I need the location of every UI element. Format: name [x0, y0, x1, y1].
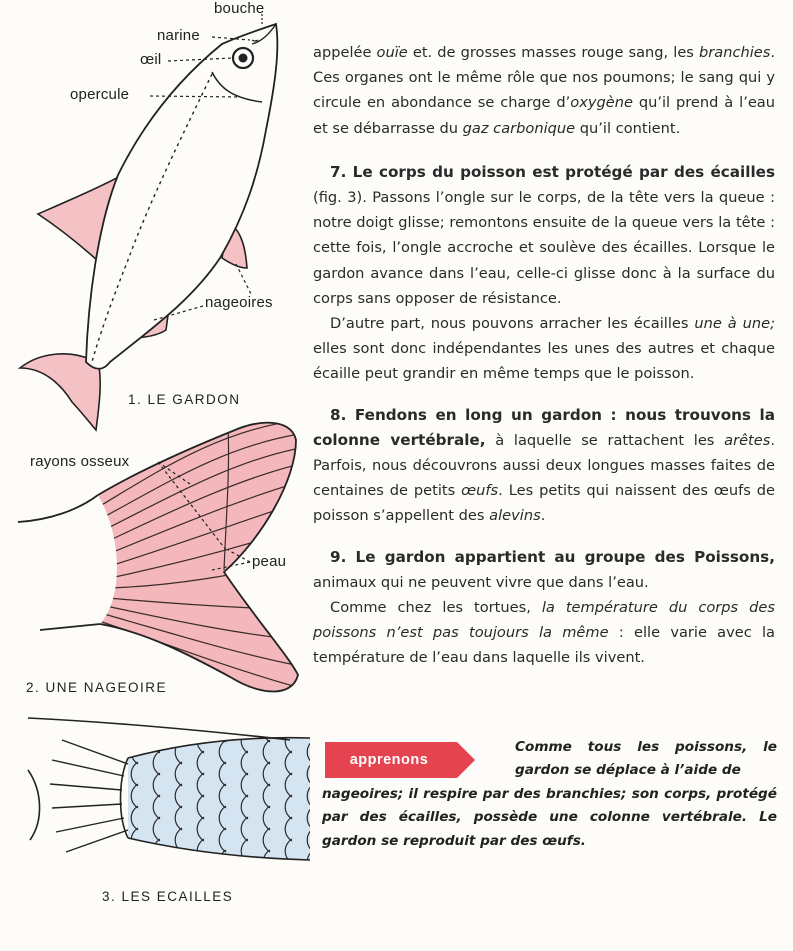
caption-fig1: 1. LE GARDON: [128, 392, 241, 407]
paragraph-branchies: appelée ouïe et. de grosses masses rouge sang, les branchies. Ces organes ont le même rôle que nos poumons; le sang qui y circule en abondance se charge d’oxygène qu’il prend à l’eau et se débarrasse du gaz carbonique qu’il contient.: [313, 44, 776, 137]
scale-arc: [153, 729, 160, 753]
paragraph-7b: D’autre part, nous pouvons arracher les écailles une à une; elles sont donc indépendantes les unes des autres et chaque écaille peut grandir en même temps que le poisson.: [313, 315, 775, 383]
label-bouche: bouche: [214, 0, 265, 17]
apprenons-summary: [322, 736, 777, 853]
heading-7: 7. Le corps du poisson est protégé par des écailles: [330, 162, 775, 181]
label-narine: narine: [157, 27, 200, 44]
label-opercule: opercule: [70, 86, 130, 103]
caption-fig2: 2. UNE NAGEOIRE: [26, 680, 168, 695]
label-peau: peau: [252, 553, 287, 570]
heading-8: 8. Fendons en long un gardon : nous trouvons la colonne vertébrale,: [313, 405, 775, 449]
paragraph-9b: Comme chez les tortues, la température du corps des poissons n’est pas toujours la même : elle varie avec la température de l’eau dans laquelle ils vivent.: [313, 599, 775, 667]
scale-arc: [285, 861, 292, 885]
caption-fig3: 3. LES ECAILLES: [102, 889, 234, 904]
body-text: [313, 40, 775, 671]
scale-arc: [241, 861, 248, 885]
scale-arc: [153, 861, 160, 885]
label-oeil: œil: [140, 51, 162, 68]
label-rayons-osseux: rayons osseux: [30, 453, 130, 470]
paragraph-9: 9. Le gardon appartient au groupe des Poissons, animaux qui ne peuvent vivre que dans l’eau.: [313, 547, 775, 591]
heading-9: 9. Le gardon appartient au groupe des Poissons,: [330, 547, 775, 566]
ecailles-scales-drawing: [0, 700, 310, 890]
summary-first-line: Comme tous les poissons, le gardon se déplace à l’aide de: [515, 739, 777, 779]
banner-label: apprenons: [349, 752, 429, 768]
paragraph-8: 8. Fendons en long un gardon : nous trouvons la colonne vertébrale, à laquelle se rattachent les arêtes. Parfois, nous découvrons aussi deux longues masses faites de centaines de petits œufs. Les petits qui naissent des œufs de poisson s’appellent des alevins.: [313, 405, 776, 525]
scale-arc: [197, 861, 204, 885]
scale-arc: [131, 718, 138, 742]
label-nageoires: nageoires: [205, 294, 273, 311]
scale-arc: [175, 850, 182, 874]
paragraph-7: 7. Le corps du poisson est protégé par des écailles (fig. 3). Passons l’ongle sur le corps, de la tête vers la queue : notre doigt glisse; remontons ensuite de la queue vers la tête : cette fois, l’ongle accroche et soulève des écailles. Lorsque le gardon avance dans l’eau, celle-ci glisse donc à la surface du corps sans opposer de résistance.: [313, 162, 775, 307]
figures-column: [0, 0, 310, 951]
scale-arc: [219, 718, 226, 742]
scale-arc: [175, 718, 182, 742]
summary-rest: nageoires; il respire par des branchies; son corps, protégé par des écailles, possède une colonne vertébrale. Le gardon se reproduit par des œufs.: [322, 785, 777, 849]
scale-arc: [131, 850, 138, 874]
